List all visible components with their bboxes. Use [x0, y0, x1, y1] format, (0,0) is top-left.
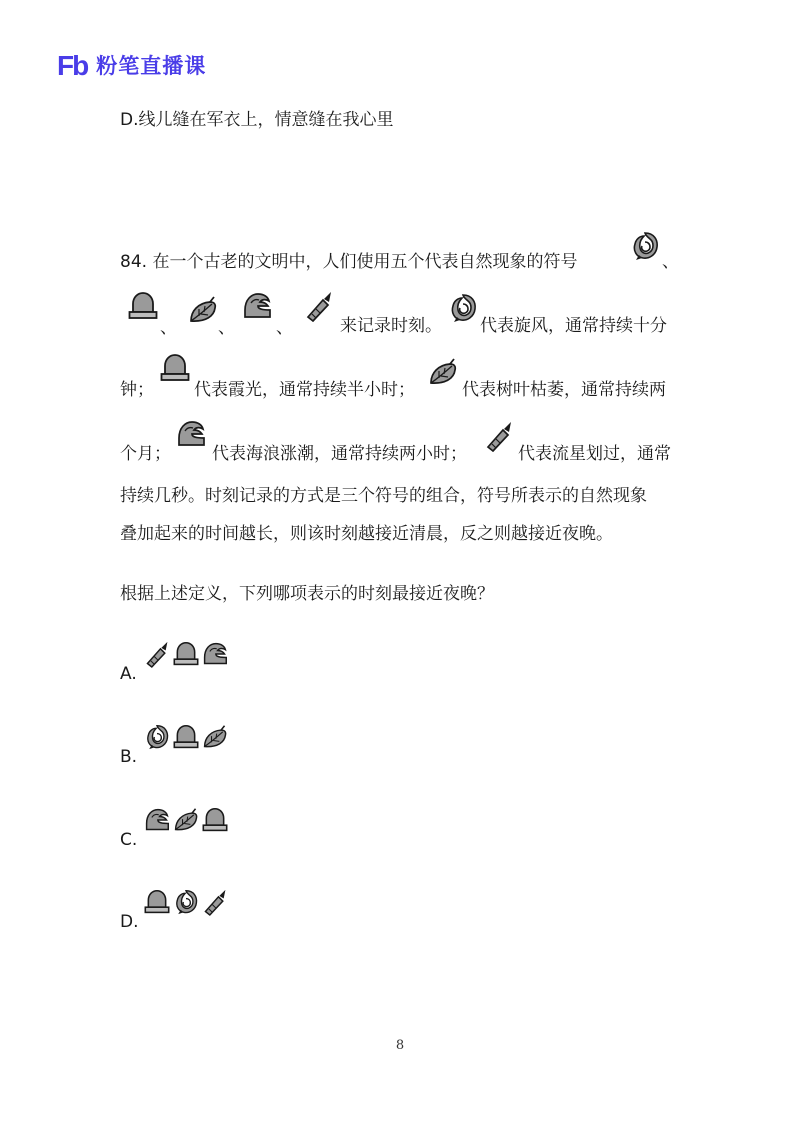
separator: 、	[218, 318, 235, 338]
meteor-icon	[144, 640, 170, 668]
sunrise-description: 代表霞光，通常持续半小时；	[194, 380, 415, 400]
meteor-icon	[304, 290, 334, 322]
page-number: 8	[395, 1038, 405, 1053]
leaf-icon	[428, 356, 458, 388]
wave-icon	[202, 640, 228, 668]
sunrise-icon	[173, 640, 199, 668]
leaf-description: 代表树叶枯萎，通常持续两	[462, 380, 666, 400]
separator: 、	[160, 318, 177, 338]
logo-mark: Fb	[57, 50, 88, 81]
option-label: A.	[120, 664, 137, 684]
sunrise-icon	[160, 352, 190, 384]
whirlwind-icon	[448, 292, 478, 324]
option-label: D.	[120, 912, 139, 932]
meteor-icon	[484, 420, 514, 452]
leaf-icon	[188, 294, 218, 326]
option-symbols	[144, 888, 228, 916]
option-label: C.	[120, 830, 138, 850]
option-symbols	[144, 723, 228, 751]
brand-logo	[57, 51, 206, 81]
leaf-icon	[173, 806, 199, 834]
leaf-icon	[202, 723, 228, 751]
option-symbols	[144, 640, 228, 668]
wave-icon	[176, 418, 206, 450]
whirlwind-icon	[173, 888, 199, 916]
whirlwind-icon	[144, 723, 170, 751]
sunrise-icon	[128, 290, 158, 322]
question-intro: 84. 在一个古老的文明中，人们使用五个代表自然现象的符号	[120, 252, 578, 272]
separator: 、	[276, 318, 293, 338]
question-prompt: 根据上述定义，下列哪项表示的时刻最接近夜晚？	[120, 584, 494, 604]
option-symbols	[144, 806, 228, 834]
logo-text: 粉笔直播课	[96, 54, 207, 78]
question-line-6: 叠加起来的时间越长，则该时刻越接近清晨，反之则越接近夜晚。	[120, 524, 613, 544]
meteor-icon	[202, 888, 228, 916]
question-zhong: 钟；	[120, 380, 154, 400]
wave-description: 代表海浪涨潮，通常持续两小时；	[212, 444, 467, 464]
question-month: 个月；	[120, 444, 171, 464]
wave-icon	[242, 290, 272, 322]
question-record-text: 来记录时刻。	[340, 316, 442, 336]
whirlwind-description: 代表旋风，通常持续十分	[480, 316, 667, 336]
question-line-5: 持续几秒。时刻记录的方式是三个符号的组合，符号所表示的自然现象	[120, 486, 647, 506]
meteor-description: 代表流星划过，通常	[518, 444, 671, 464]
sunrise-icon	[173, 723, 199, 751]
wave-icon	[144, 806, 170, 834]
sunrise-icon	[202, 806, 228, 834]
option-label: B.	[120, 747, 138, 767]
separator: 、	[662, 252, 679, 272]
sunrise-icon	[144, 888, 170, 916]
whirlwind-icon	[630, 230, 660, 262]
question-line-1	[120, 250, 577, 274]
previous-option-d: D.线儿缝在军衣上，情意缝在我心里	[120, 110, 394, 130]
